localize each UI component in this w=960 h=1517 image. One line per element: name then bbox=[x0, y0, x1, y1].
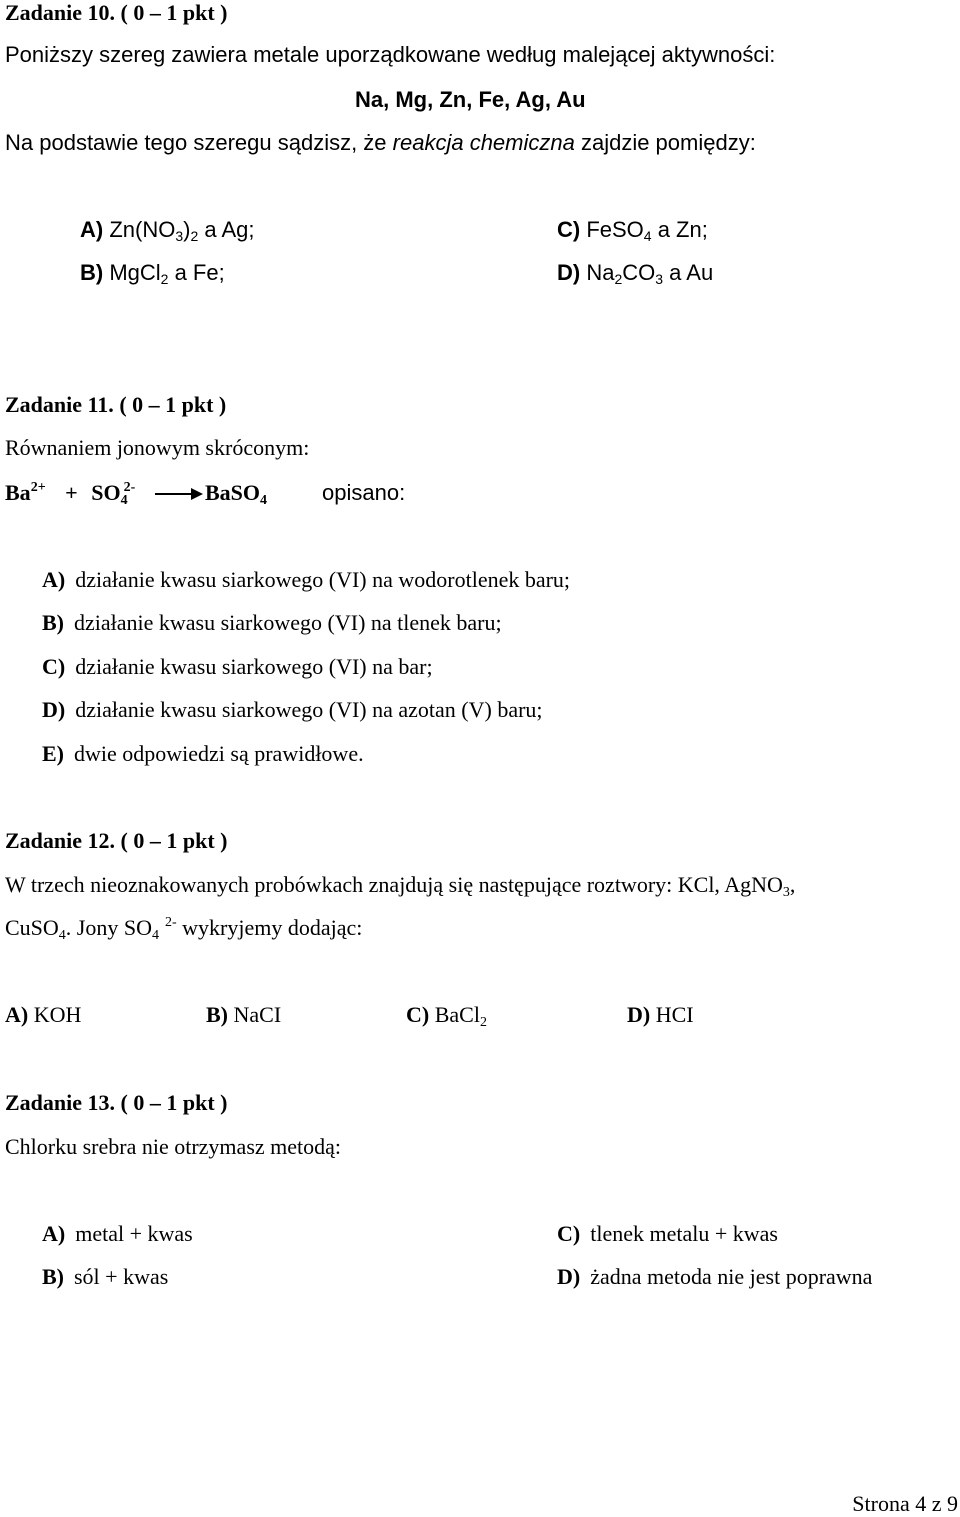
task-10-option-d: D) $Na_2CO_3$ a Au bbox=[557, 260, 714, 287]
option-label: A) bbox=[42, 567, 66, 592]
task-12-header bbox=[5, 828, 227, 854]
task-12-title: Zadanie 12. bbox=[5, 828, 116, 853]
option-label: C) bbox=[42, 654, 66, 679]
emphasis-text: reakcja chemiczna bbox=[392, 130, 575, 155]
option-text: dwie odpowiedzi są prawidłowe. bbox=[74, 741, 364, 766]
option-label: B) bbox=[42, 610, 64, 635]
option-label: E) bbox=[42, 741, 64, 766]
task-11-points: ( 0 – 1 pkt ) bbox=[113, 392, 227, 417]
task-13-option-b: B) sól + kwas bbox=[42, 1264, 169, 1289]
task-11-option bbox=[42, 610, 502, 636]
task-13-header bbox=[5, 1090, 227, 1116]
task-10-title: Zadanie 10. bbox=[5, 0, 116, 25]
task-11-option bbox=[42, 567, 570, 593]
task-12-option-b: B) NaCI bbox=[206, 1002, 282, 1027]
ionic-equation-tail: opisano: bbox=[322, 480, 406, 505]
task-11-title: Zadanie 11. bbox=[5, 392, 114, 417]
option-text: działanie kwasu siarkowego (VI) na tlenek baru; bbox=[74, 610, 502, 635]
task-12-option-a: A) KOH bbox=[5, 1002, 82, 1027]
task-10-points: ( 0 – 1 pkt ) bbox=[115, 0, 228, 25]
task-12-line-2: CuSO$_4$. Jony $SO_4^{2-}$ wykryjemy dodając: bbox=[5, 915, 363, 943]
task-10-question: Na podstawie tego szeregu sądzisz, że reakcja chemiczna zajdzie pomiędzy: bbox=[5, 130, 756, 155]
task-11-option bbox=[42, 741, 364, 767]
task-13-option-c: C) tlenek metalu + kwas bbox=[557, 1221, 778, 1246]
task-13-points: ( 0 – 1 pkt ) bbox=[115, 1090, 228, 1115]
page-number: Strona 4 z 9 bbox=[852, 1491, 958, 1516]
task-10-option-c: C) FeSO$_4$ a Zn; bbox=[557, 217, 708, 244]
task-10-intro: Poniższy szereg zawiera metale uporządkowane według malejącej aktywności: bbox=[5, 42, 776, 67]
task-10-option-b: B) MgCl$_2$ a Fe; bbox=[80, 260, 225, 287]
task-12-option-c: C) BaCl$_2$ bbox=[406, 1002, 487, 1030]
reaction-arrow-icon bbox=[155, 484, 205, 504]
task-12-line-1: W trzech nieoznakowanych probówkach znajdują się następujące roztwory: KCl, AgNO$_3$, bbox=[5, 872, 796, 900]
task-11-intro: Równaniem jonowym skróconym: bbox=[5, 435, 310, 460]
option-text: działanie kwasu siarkowego (VI) na azotan (V) baru; bbox=[75, 697, 543, 722]
task-12-option-d: D) HCI bbox=[627, 1002, 694, 1027]
metal-series: Na, Mg, Zn, Fe, Ag, Au bbox=[355, 87, 586, 112]
task-13-intro: Chlorku srebra nie otrzymasz metodą: bbox=[5, 1134, 342, 1159]
task-11-option bbox=[42, 697, 543, 723]
task-13-title: Zadanie 13. bbox=[5, 1090, 116, 1115]
ionic-equation-lhs: $Ba^{2+} + SO_4^{2-}$ bbox=[5, 480, 136, 508]
task-10-option-a: A) $Zn(NO_3)_2$ a Ag; bbox=[80, 217, 255, 244]
option-text: działanie kwasu siarkowego (VI) na bar; bbox=[75, 654, 433, 679]
task-11-header bbox=[5, 392, 226, 418]
ionic-equation-product: BaSO$_4$ bbox=[205, 480, 268, 508]
task-12-points: ( 0 – 1 pkt ) bbox=[115, 828, 228, 853]
task-10-header bbox=[5, 0, 227, 26]
task-11-option bbox=[42, 654, 433, 680]
task-13-option-a: A) metal + kwas bbox=[42, 1221, 193, 1246]
task-13-option-d: D) żadna metoda nie jest poprawna bbox=[557, 1264, 873, 1289]
option-text: działanie kwasu siarkowego (VI) na wodorotlenek baru; bbox=[75, 567, 571, 592]
option-label: D) bbox=[42, 697, 66, 722]
